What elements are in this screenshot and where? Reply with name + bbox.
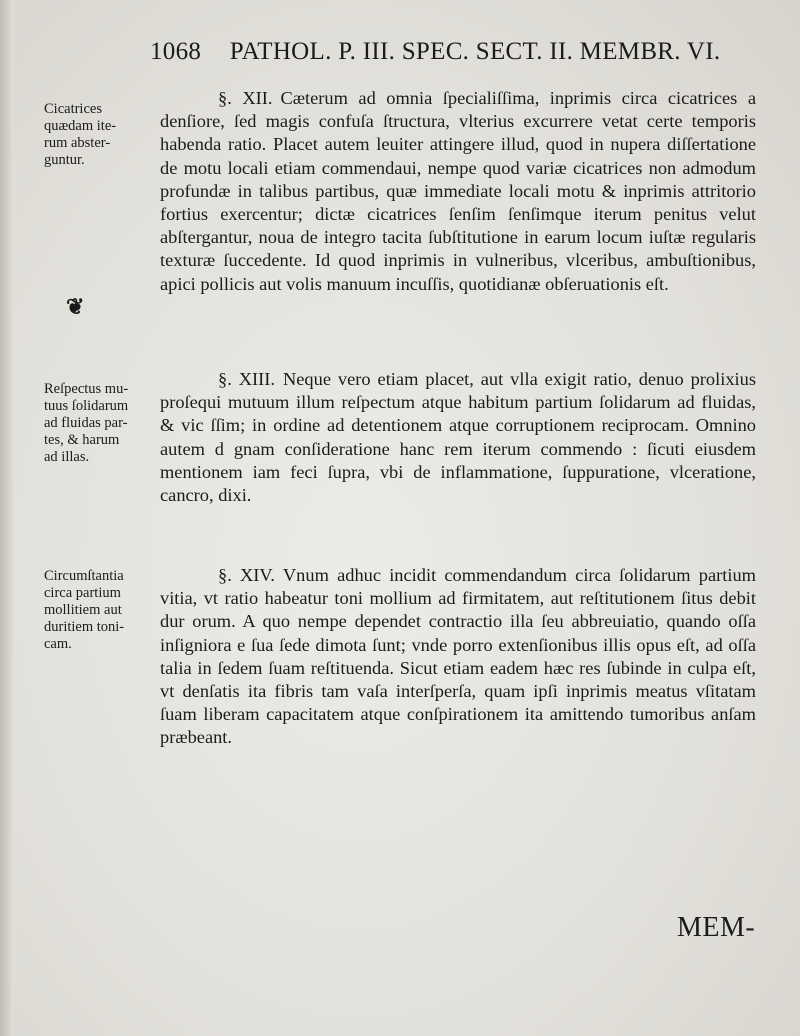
margin-line: ad fluidas par- — [44, 415, 128, 431]
paragraph-text: Neque vero etiam placet, aut vlla exigit ratio, denuo prolixius proſequi mutuum illum reſpectum atque habitum partium ſolidarum ad fluidas, & vic ſſim; in ordine ad detentionem atque corruptionem reciprocam. Omnino autem d gnam conſideratione hanc rem iterum commendo : ſicuti eiusdem mentionem iam feci ſupra, vbi de inflammatione, ſuppuratione, vlceratione, cancro, dixi. — [160, 369, 756, 506]
margin-line: Reſpectus mu- — [44, 381, 129, 397]
paragraph-section-13 — [160, 368, 756, 507]
section-number: §. XII. — [218, 88, 273, 108]
catchword: MEM- — [677, 912, 756, 943]
paragraph-text: Vnum adhuc incidit commendandum circa ſolidarum partium vitia, vt ratio habeatur toni mollium ad firmitatem, aut reſtitutionem ſitus debit dur orum. A quo nempe dependet contractio illa ſeu abbreuiatio, quando oſſa inſigniora e ſua ſede dimota ſunt; vnde porro extenſionibus illis opus eſt, ad oſſa talia in ſedem ſuam reſtituenda. Sicut etiam eadem hæc res ſubinde in culpa eſt, vt denſatis ita fibris tam vaſa interſperſa, quam ipſi inprimis meatus vſitatam ſuam liberam capacitatem atque conſpirationem ita amittendo tumoribus anſam præbeant. — [160, 565, 756, 748]
margin-note-2 — [44, 381, 164, 466]
margin-line: Cicatrices — [44, 101, 102, 117]
header-title: PATHOL. P. III. SPEC. SECT. II. MEMBR. VI. — [229, 38, 721, 65]
margin-line: tuus ſolidarum — [44, 398, 129, 414]
margin-line: mollitiem aut — [44, 602, 122, 618]
margin-line: duritiem toni- — [44, 619, 125, 635]
ink-blot: ❦ — [66, 294, 85, 319]
margin-note-1 — [44, 101, 164, 169]
paragraph-section-12 — [160, 87, 756, 296]
gutter-shadow — [0, 0, 14, 1036]
margin-note-3 — [44, 568, 164, 653]
page-number: 1068 — [150, 38, 202, 65]
running-header — [150, 38, 770, 66]
margin-line: ad illas. — [44, 449, 90, 465]
margin-line: circa partium — [44, 585, 121, 601]
margin-line: guntur. — [44, 152, 85, 168]
section-number: §. XIII. — [218, 369, 275, 389]
margin-line: Circumſtantia — [44, 568, 124, 584]
margin-line: cam. — [44, 636, 72, 652]
margin-line: quædam ite- — [44, 118, 117, 134]
paragraph-text: Cæterum ad omnia ſpecialiſſima, inprimis circa cicatrices a denſiore, ſed magis confuſa ſtructura, vlterius excurrere vetat certe temporis habenda ratio. Placet autem leuiter attingere illud, quod in nupera diſſertatione de motu locali etiam commendaui, nempe quod variæ cicatrices non admodum profundæ in talibus partibus, quæ immediate locali motu & inprimis attritorio fortius exercentur; dictæ cicatrices ſenſim ſenſimque iterum penitus velut abſtergantur, noua de integro tacita ſubſtitutione in earum locum iuſtæ regularis texturæ ſuccedente. Id quod inprimis in vulneribus, vlceribus, ambuſtionibus, apici pollicis aut volis manuum incuſſis, quotidianæ obſeruationis eſt. — [160, 88, 756, 294]
section-number: §. XIV. — [218, 565, 275, 585]
paragraph-section-14 — [160, 564, 756, 750]
margin-line: rum abster- — [44, 135, 111, 151]
margin-line: tes, & harum — [44, 432, 120, 448]
